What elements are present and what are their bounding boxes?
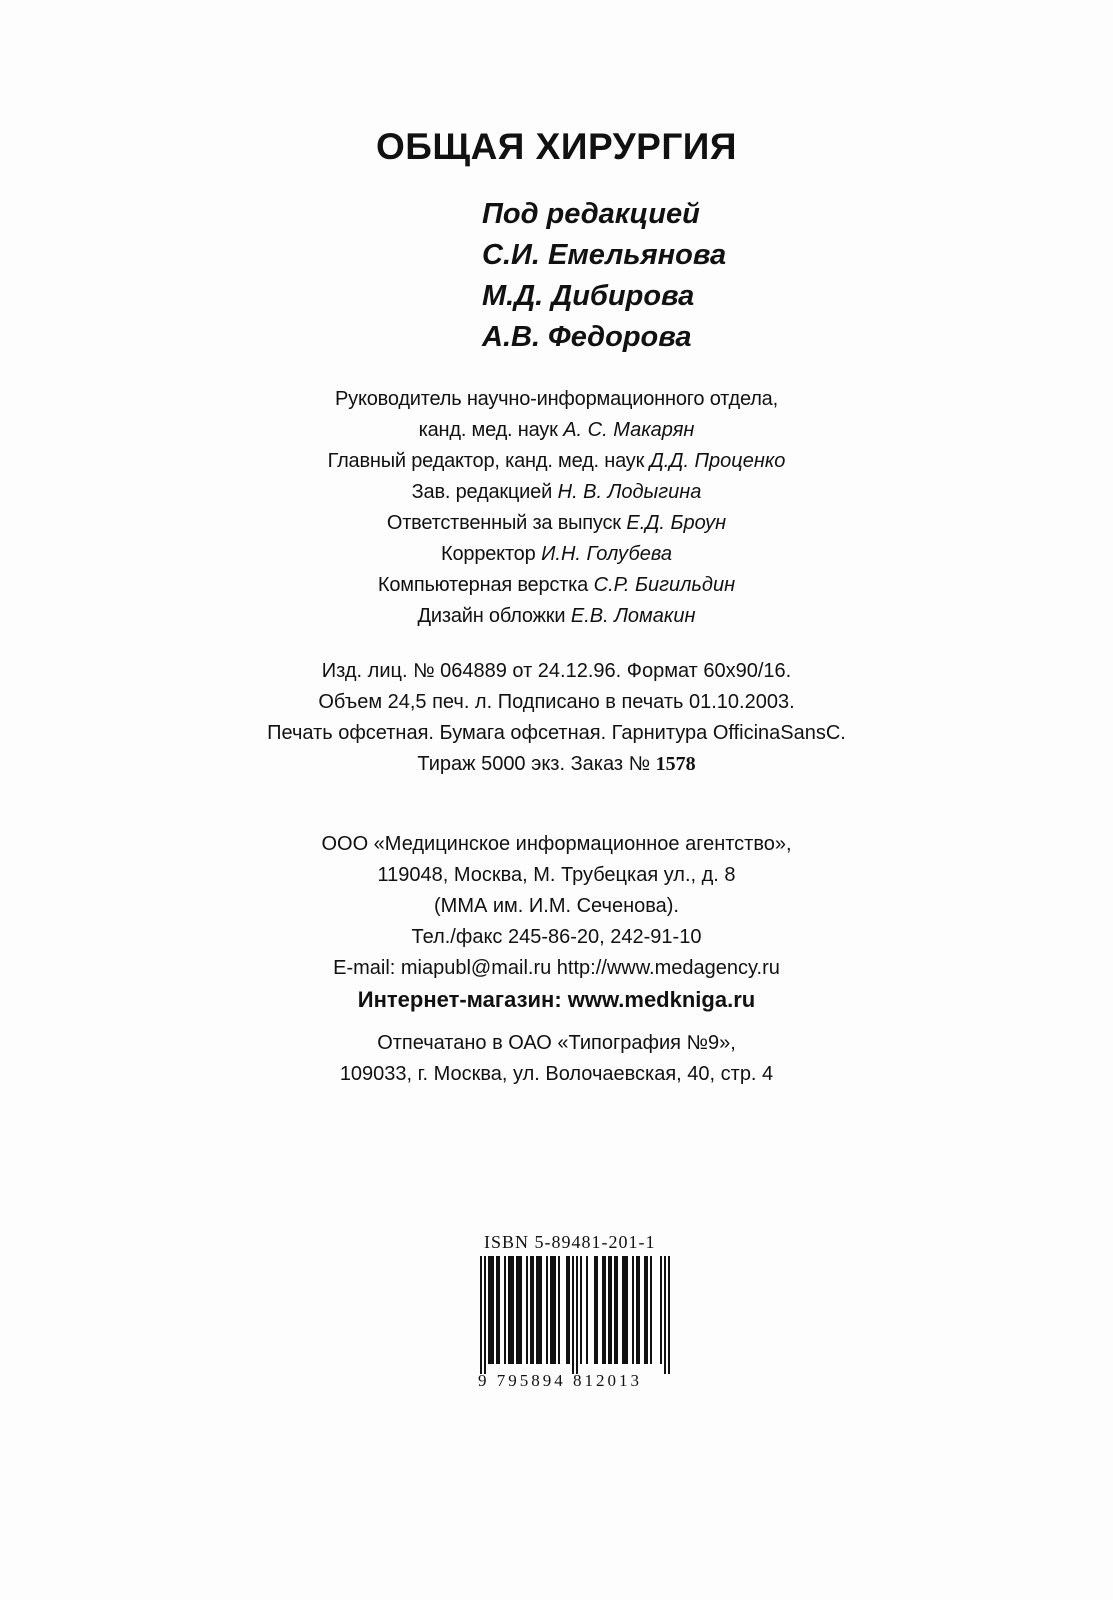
editor-name: С.И. Емельянова [482, 239, 727, 271]
barcode-bar [622, 1256, 624, 1364]
barcode-bar [614, 1256, 616, 1364]
barcode-bar [498, 1256, 500, 1364]
editors-block [482, 194, 726, 358]
barcode-bar [508, 1256, 510, 1364]
credit-line: Корректор И.Н. Голубева [441, 543, 672, 565]
publisher-line: Тел./факс 245-86-20, 242-91-10 [411, 926, 702, 948]
barcode-bar [660, 1256, 662, 1364]
publisher-line: ООО «Медицинское информационное агентство», [321, 833, 792, 855]
barcode-bar [644, 1256, 646, 1364]
barcode-bar [536, 1256, 538, 1364]
barcode-bar [530, 1256, 532, 1364]
imprint-line: Изд. лиц. № 064889 от 24.12.96. Формат 60x90/16. [321, 660, 792, 682]
barcode-image [478, 1256, 674, 1374]
barcode-bar [516, 1256, 518, 1364]
printer-info [0, 1028, 1113, 1090]
barcode-bar [604, 1256, 606, 1364]
barcode-bar [520, 1256, 522, 1364]
barcode-bar [518, 1256, 520, 1364]
barcode-bar [504, 1256, 506, 1364]
barcode-bar [632, 1256, 634, 1364]
barcode-bar [646, 1256, 648, 1364]
order-number: 1578 [655, 753, 696, 775]
publisher-line: (ММА им. И.М. Сеченова). [434, 895, 679, 917]
barcode-bar [624, 1256, 626, 1364]
isbn-barcode [478, 1232, 678, 1390]
barcode-bar [550, 1256, 552, 1364]
barcode-bar [512, 1256, 514, 1364]
credit-line: Дизайн обложки Е.В. Ломакин [417, 605, 696, 627]
publisher-line: 119048, Москва, М. Трубецкая ул., д. 8 [377, 864, 736, 886]
barcode-bar [552, 1256, 554, 1364]
credit-line: Руководитель научно-информационного отдела, [335, 388, 778, 410]
barcode-bar [576, 1256, 578, 1374]
online-shop-line: Интернет-магазин: www.medkniga.ru [357, 987, 756, 1012]
barcode-bar [568, 1256, 570, 1364]
printer-line: 109033, г. Москва, ул. Волочаевская, 40, стр. 4 [339, 1063, 774, 1085]
print-specifications [0, 656, 1113, 780]
barcode-bar [540, 1256, 542, 1364]
barcode-bar [636, 1256, 638, 1364]
editors-heading: Под редакцией [482, 198, 700, 230]
barcode-bar [594, 1256, 596, 1364]
barcode-bar [580, 1256, 582, 1364]
barcode-bar [526, 1256, 528, 1364]
publisher-line: E-mail: miapubl@mail.ru http://www.medagency.ru [333, 957, 780, 979]
barcode-bar [602, 1256, 604, 1364]
credit-line: канд. мед. наук А. С. Макарян [418, 419, 695, 441]
barcode-bar [608, 1256, 610, 1364]
publisher-info [0, 829, 1113, 1015]
imprint-line: Печать офсетная. Бумага офсетная. Гарнитура OfficinaSansC. [267, 722, 846, 744]
barcode-bar [616, 1256, 618, 1364]
barcode-bar [492, 1256, 494, 1364]
barcode-bar [496, 1256, 498, 1364]
barcode-bar [488, 1256, 490, 1364]
credit-line: Зав. редакцией Н. В. Лодыгина [411, 481, 702, 503]
barcode-bar [668, 1256, 670, 1374]
barcode-bar [532, 1256, 534, 1364]
credit-line: Ответственный за выпуск Е.Д. Броун [386, 512, 727, 534]
barcode-bar [484, 1256, 486, 1374]
staff-credits [0, 384, 1113, 632]
imprint-line: Объем 24,5 печ. л. Подписано в печать 01.10.2003. [318, 691, 795, 713]
editor-name: М.Д. Дибирова [482, 280, 695, 312]
barcode-bar [480, 1256, 482, 1374]
imprint-order-line: Тираж 5000 экз. Заказ № 1578 [417, 753, 696, 775]
printer-line: Отпечатано в ОАО «Типография №9», [377, 1032, 736, 1054]
barcode-bar [596, 1256, 598, 1364]
barcode-bar [586, 1256, 588, 1364]
barcode-bar [558, 1256, 560, 1364]
barcode-bar [650, 1256, 652, 1364]
barcode-bar [538, 1256, 540, 1364]
barcode-bar [566, 1256, 568, 1364]
barcode-bar [554, 1256, 556, 1364]
credit-line: Компьютерная верстка С.Р. Бигильдин [377, 574, 736, 596]
barcode-bar [610, 1256, 612, 1364]
barcode-bar [490, 1256, 492, 1364]
barcode-bar [638, 1256, 640, 1364]
barcode-bar [626, 1256, 628, 1364]
ean-digits: 9 795894 812013 [478, 1371, 642, 1390]
credit-line: Главный редактор, канд. мед. наук Д.Д. Проценко [327, 450, 786, 472]
isbn-label: ISBN 5-89481-201-1 [484, 1232, 656, 1252]
book-title: ОБЩАЯ ХИРУРГИЯ [376, 126, 737, 167]
barcode-bar [664, 1256, 666, 1374]
barcode-bar [510, 1256, 512, 1364]
barcode-bar [546, 1256, 548, 1364]
editor-name: А.В. Федорова [482, 321, 692, 353]
barcode-bar [572, 1256, 574, 1374]
